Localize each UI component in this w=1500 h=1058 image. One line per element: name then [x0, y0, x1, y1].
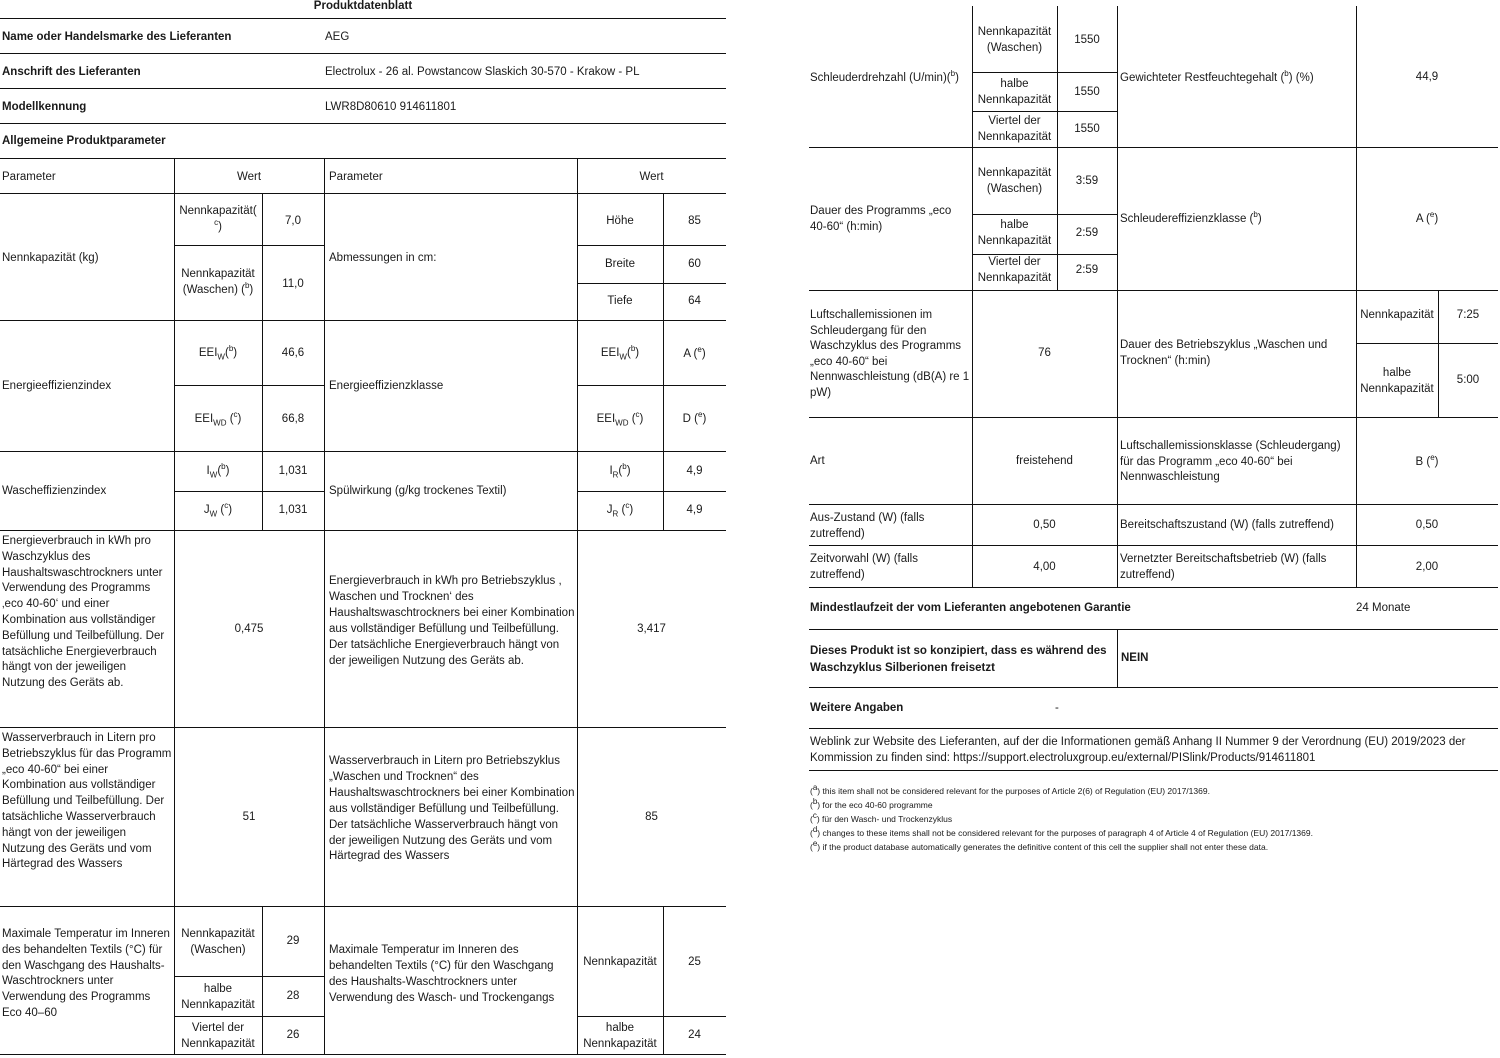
- energy-cycle-label: Energieverbrauch in kWh pro Betriebszyklus , Waschen und Trocknen‘ des Haushaltswaschtrockners bei einer Kombination aus vollständiger Befüllung und Teilbefüllung. Der tatsächliche Energieverbrauch hängt von der jeweiligen Nutzung des Geräts ab.: [329, 575, 575, 667]
- energy-class-wd-label: $EEI_{WD}$ ($^c$): [596, 410, 644, 428]
- capacity-wash-label: Nennkapazität (Waschen) ($^b$): [181, 268, 255, 296]
- energy-cycle-value: 3,417: [637, 623, 666, 635]
- duration-label: Dauer des Programms „eco 40-60“ (h:min): [810, 205, 952, 233]
- ir-label: $I_R(^b)$: [609, 462, 631, 480]
- capacity-nominal-value: 7,0: [285, 215, 301, 227]
- ir-value: 4,9: [686, 465, 703, 477]
- wash-efficiency-label: Wascheffizienzindex: [2, 485, 107, 497]
- temp-wash-label: Maximale Temperatur im Inneren des behandelten Textils (°C) für den Waschgang des Haushalts-Waschtrockners unter Verwendung des Programms Eco 40–60: [2, 928, 170, 1019]
- temp-wash-half-label: halbe Nennkapazität: [181, 983, 255, 1011]
- cycle-duration-half-value: 5:00: [1456, 374, 1480, 386]
- column-header-parameter-2: Parameter: [329, 171, 383, 183]
- width-value: 60: [688, 258, 701, 270]
- temp-wash-nominal-label: Nennkapazität (Waschen): [181, 928, 255, 956]
- eei-w-label: $EEI_W(^b)$: [198, 344, 238, 362]
- energy-wash-value: 0,475: [234, 623, 264, 635]
- delay-start-label: Zeitvorwahl (W) (falls zutreffend): [810, 553, 918, 581]
- capacity-label: Nennkapazität (kg): [2, 252, 99, 264]
- spin-quarter-label: Viertel der Nennkapazität: [977, 115, 1052, 143]
- warranty-label: Mindestlaufzeit der vom Lieferanten angebotenen Garantie: [810, 602, 1131, 614]
- off-mode-label: Aus-Zustand (W) (falls zutreffend): [810, 512, 925, 540]
- spin-nominal-value: 1550: [1074, 34, 1100, 46]
- noise-value: 76: [1038, 347, 1051, 359]
- water-wash-value: 51: [242, 811, 256, 823]
- noise-class-label: Luftschallemissionsklasse (Schleudergang) für das Programm „eco 40-60“ bei Nennwaschleistung: [1120, 440, 1341, 483]
- footnote-e: ($^e$) if the product database automatically generates the definitive content of this cell the supplier shall not enter these data.: [810, 839, 1269, 852]
- temp-wash-quarter-value: 26: [286, 1029, 300, 1041]
- footnote-b: ($^b$) for the eco 40-60 programme: [810, 797, 933, 810]
- depth-label: Tiefe: [607, 295, 633, 307]
- duration-half-value: 2:59: [1075, 227, 1099, 239]
- networked-standby-label: Vernetzter Bereitschaftsbetrieb (W) (falls zutreffend): [1120, 553, 1327, 581]
- moisture-label: Gewichteter Restfeuchtegehalt ($^b$) (%): [1120, 69, 1314, 84]
- jw-value: 1,031: [278, 504, 308, 516]
- footnote-d: ($^d$) changes to these items shall not be considered relevant for the purposes of paragraph 4 of Article 4 of Regulation (EU) 2017/1369.: [810, 825, 1313, 838]
- supplier-address-label: Anschrift des Lieferanten: [2, 66, 141, 78]
- further-info-value: -: [1055, 702, 1059, 714]
- silver-ions-label: Dieses Produkt ist so konzipiert, dass es während des Waschzyklus Silberionen freisetzt: [810, 645, 1107, 674]
- standby-label: Bereitschaftszustand (W) (falls zutreffend): [1120, 519, 1334, 531]
- temp-cycle-label: Maximale Temperatur im Inneren des behandelten Textils (°C) für den Waschgang des Haushalts-Waschtrockners unter Verwendung des Wasch- und Trockengangs: [329, 944, 555, 1004]
- noise-label: Luftschallemissionen im Schleudergang für den Waschzyklus des Programms „eco 40-60“ bei Nennwaschleistung (dB(A) re 1 pW): [810, 309, 970, 399]
- footnotes: [810, 784, 1498, 854]
- cycle-duration-half-label: halbe Nennkapazität: [1360, 367, 1434, 395]
- spin-half-value: 1550: [1074, 86, 1100, 98]
- type-label: Art: [810, 455, 825, 467]
- temp-wash-quarter-label: Viertel der Nennkapazität: [181, 1022, 255, 1050]
- spin-nominal-label: Nennkapazität (Waschen): [977, 26, 1052, 54]
- jw-label: $J_W$ ($^c$): [203, 501, 233, 519]
- footnote-a: ($^a$) this item shall not be considered relevant for the purposes of Article 2(6) of Regulation (EU) 2017/1369.: [810, 783, 1210, 796]
- jr-value: 4,9: [686, 504, 703, 516]
- duration-nominal-value: 3:59: [1075, 175, 1099, 187]
- capacity-wash-value: 11,0: [282, 278, 304, 290]
- networked-standby-value: 2,00: [1415, 561, 1439, 573]
- cycle-duration-nominal-label: Nennkapazität: [1360, 309, 1434, 321]
- capacity-nominal-label: Nennkapazität( $^c$): [179, 205, 257, 233]
- duration-nominal-label: Nennkapazität (Waschen): [977, 167, 1052, 195]
- energy-class-w-value: A ($^e$): [683, 345, 706, 360]
- supplier-address-value: Electrolux - 26 al. Powstancow Slaskich 30-570 - Krakow - PL: [325, 66, 640, 78]
- temp-cycle-half-label: halbe Nennkapazität: [583, 1022, 657, 1050]
- energy-class-label: Energieeffizienzklasse: [329, 380, 444, 392]
- column-header-value: Wert: [236, 171, 262, 183]
- spin-class-label: Schleudereffizienzklasse ($^b$): [1120, 210, 1262, 225]
- supplier-weblink[interactable]: Weblink zur Website des Lieferanten, auf der die Informationen gemäß Anhang II Nummer 9 der Verordnung (EU) 2019/2023 der Kommission zu finden sind: https://support.electroluxgroup.eu/external/PISlink/Products/914611801: [810, 736, 1466, 764]
- width-label: Breite: [604, 258, 636, 270]
- standby-value: 0,50: [1415, 519, 1439, 531]
- moisture-value: 44,9: [1415, 71, 1439, 83]
- spin-quarter-value: 1550: [1074, 123, 1100, 135]
- iw-label: $I_W(^b)$: [206, 462, 230, 480]
- footnote-c: ($^c$) für den Wasch- und Trockenzyklus: [810, 811, 953, 824]
- duration-half-label: halbe Nennkapazität: [977, 219, 1052, 247]
- silver-ions-value: NEIN: [1121, 652, 1149, 664]
- water-cycle-value: 85: [645, 811, 658, 823]
- dimensions-label: Abmessungen in cm:: [329, 252, 437, 264]
- noise-class-value: B ($^e$): [1415, 453, 1439, 468]
- model-value: LWR8D80610 914611801: [325, 101, 457, 113]
- iw-value: 1,031: [278, 465, 308, 477]
- temp-cycle-half-value: 24: [688, 1029, 701, 1041]
- temp-wash-nominal-value: 29: [286, 935, 300, 947]
- jr-label: $J_R$ ($^c$): [606, 501, 634, 519]
- height-value: 85: [688, 215, 701, 227]
- supplier-name-value: AEG: [325, 31, 350, 43]
- eei-label: Energieeffizienzindex: [2, 380, 112, 392]
- temp-cycle-nominal-label: Nennkapazität: [583, 956, 657, 968]
- type-value: freistehend: [1016, 455, 1073, 467]
- model-label: Modellkennung: [2, 101, 87, 113]
- eei-w-value: 46,6: [281, 347, 305, 359]
- warranty-value: 24 Monate: [1356, 602, 1411, 614]
- column-header-parameter: Parameter: [2, 171, 56, 183]
- duration-quarter-value: 2:59: [1075, 264, 1099, 276]
- general-parameters-heading: Allgemeine Produktparameter: [2, 135, 166, 147]
- further-info-label: Weitere Angaben: [810, 702, 904, 714]
- eei-wd-label: $EEI_{WD}$ ($^c$): [194, 410, 242, 428]
- off-mode-value: 0,50: [1033, 519, 1056, 531]
- depth-value: 64: [688, 295, 701, 307]
- water-cycle-label: Wasserverbrauch in Litern pro Betriebszyklus „Waschen und Trocknen“ des Haushaltswaschtrockners bei einer Kombination aus vollständiger Befüllung und Teilbefüllung. Der tatsächliche Wasserverbrauch hängt von der jeweiligen Nutzung des Geräts und vom Härtegrad des Wassers: [329, 755, 575, 863]
- spin-speed-label: Schleuderdrehzahl (U/min)($^b$): [810, 69, 959, 84]
- temp-cycle-nominal-value: 25: [688, 956, 701, 968]
- energy-class-wd-value: D ($^e$): [682, 410, 707, 425]
- duration-quarter-label: Viertel der Nennkapazität: [977, 256, 1052, 284]
- energy-class-w-label: $EEI_W(^b)$: [600, 344, 640, 362]
- cycle-duration-nominal-value: 7:25: [1456, 309, 1480, 321]
- rinse-label: Spülwirkung (g/kg trockenes Textil): [329, 485, 507, 497]
- water-wash-label: Wasserverbrauch in Litern pro Betriebszyklus für das Programm „eco 40-60“ bei einer Kombination aus vollständiger Befüllung und Teilbefüllung. Der tatsächliche Wasserverbrauch hängt von der jeweiligen Nutzung des Geräts und vom Härtegrad des Wassers: [2, 732, 172, 871]
- column-header-value-2: Wert: [639, 171, 664, 183]
- eei-wd-value: 66,8: [281, 413, 305, 425]
- temp-wash-half-value: 28: [286, 990, 300, 1002]
- energy-wash-label: Energieverbrauch in kWh pro Waschzyklus des Haushaltswaschtrockners unter Verwendung des Programms ‚eco 40-60‘ und einer Kombination aus vollständiger Befüllung und Teilbefüllung. Der tatsächliche Energieverbrauch hängt von der jeweiligen Nutzung des Geräts ab.: [2, 535, 165, 690]
- delay-start-value: 4,00: [1033, 561, 1056, 573]
- cycle-duration-label: Dauer des Betriebszyklus „Waschen und Trocknen“ (h:min): [1120, 339, 1328, 367]
- supplier-name-label: Name oder Handelsmarke des Lieferanten: [2, 31, 232, 43]
- spin-half-label: halbe Nennkapazität: [977, 78, 1052, 106]
- spin-class-value: A ($^e$): [1415, 210, 1439, 225]
- height-label: Höhe: [606, 215, 634, 227]
- page-title: Produktdatenblatt: [313, 0, 413, 12]
